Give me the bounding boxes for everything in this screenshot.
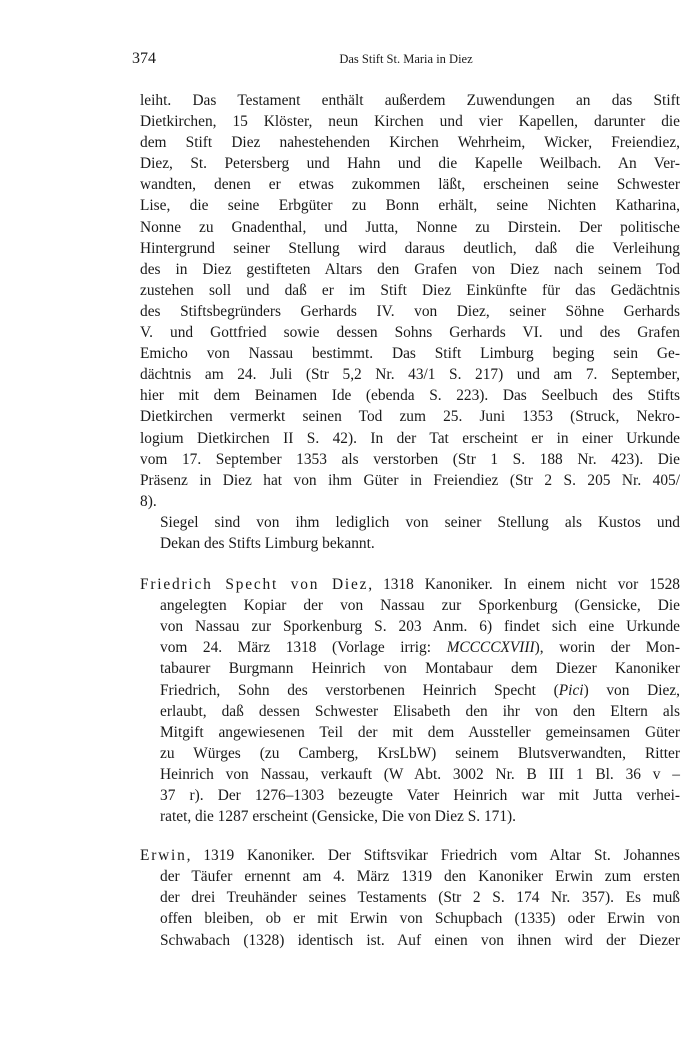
text-line: leiht. Das Testament enthält außerdem Zuwendungen an das Stift	[140, 92, 680, 109]
text-line: V. und Gottfried sowie dessen Sohns Gerhards VI. und des Grafen	[140, 324, 680, 342]
page-number: 374	[132, 50, 156, 67]
text-line: zustehen soll und daß er im Stift Diez Einkünfte für das Gedächtnis	[140, 281, 680, 299]
text-line: Heinrich von Nassau, verkauft (W Abt. 3002 Nr. B III 1 Bl. 36 v –	[160, 765, 680, 783]
text-line: tabaurer Burgmann Heinrich von Montabaur dem Diezer Kanoniker	[160, 660, 680, 678]
text-line: der drei Treuhänder seines Testaments (Str 2 S. 174 Nr. 357). Es muß	[160, 889, 680, 907]
paragraph-seals	[140, 512, 680, 554]
text-line: Schwabach (1328) identisch ist. Auf einen von ihnen wird der Diezer	[160, 931, 680, 949]
text-line: des Stiftsbegründers Gerhards IV. von Diez, seiner Söhne Gerhards	[140, 302, 680, 320]
text-line: der Täufer ernennt am 4. März 1319 den Kanoniker Erwin zum ersten	[160, 868, 680, 886]
text-line: Friedrich, Sohn des verstorbenen Heinrich Specht (Pici) von Diez,	[160, 681, 681, 699]
entry-first-line	[140, 574, 680, 595]
text-line: hier mit dem Beinamen Ide (ebenda S. 223). Das Seelbuch des Stifts	[140, 387, 680, 405]
text-line: logium Dietkirchen II S. 42). In der Tat erscheint er in einer Urkunde	[140, 429, 680, 447]
text-line: erlaubt, daß dessen Schwester Elisabeth den ihr von den Eltern als	[160, 702, 680, 720]
text-line: Dietkirchen vermerkt seinen Tod zum 25. Juni 1353 (Struck, Nekro-	[140, 408, 680, 426]
entry-first-line-text: , 1318 Kanoniker. In einem nicht vor 1528	[368, 576, 680, 594]
text-line: Dietkirchen, 15 Klöster, neun Kirchen und vier Kapellen, darunter die	[140, 113, 680, 131]
text-line: angelegten Kopiar der von Nassau zur Sporkenburg (Gensicke, Die	[160, 597, 680, 615]
page-body	[140, 90, 680, 951]
text-line: Nonne zu Gnadenthal, und Jutta, Nonne zu Dirstein. Der politische	[140, 218, 680, 236]
page-header	[132, 50, 680, 72]
entry-friedrich-specht	[140, 574, 680, 827]
text-line: Diez, St. Petersberg und Hahn und die Kapelle Weilbach. An Ver-	[140, 155, 680, 173]
text-line: 8).	[140, 492, 157, 510]
text-line: vom 17. September 1353 als verstorben (Str 1 S. 188 Nr. 423). Die	[140, 450, 680, 468]
text-line: Hintergrund seiner Stellung wird daraus deutlich, daß die Verleihung	[140, 239, 680, 257]
italic-roman-numeral: MCCCCXVIII	[446, 639, 535, 657]
text-line: dem Stift Diez nahestehenden Kirchen Wehrheim, Wicker, Freiendiez,	[140, 134, 680, 152]
entry-name: Friedrich Specht von Diez	[140, 576, 369, 594]
text-line: wandten, denen er etwas zukommen läßt, erscheinen seine Schwester	[140, 176, 680, 194]
entry-name: Erwin	[140, 847, 187, 865]
text-line: dächtnis am 24. Juli (Str 5,2 Nr. 43/1 S. 217) und am 7. September,	[140, 366, 680, 384]
text-line: Siegel sind von ihm lediglich von seiner Stellung als Kustos und	[160, 513, 680, 531]
italic-latin-name: Pici	[558, 681, 584, 699]
text-line: vom 24. März 1318 (Vorlage irrig: MCCCCXVIII), worin der Mon-	[160, 639, 680, 657]
text-line: ratet, die 1287 erscheint (Gensicke, Die von Diez S. 171).	[160, 808, 517, 826]
text-line: Dekan des Stifts Limburg bekannt.	[160, 534, 375, 552]
text-line: von Nassau zur Sporkenburg S. 203 Anm. 6) findet sich eine Urkunde	[160, 618, 680, 636]
text-line: zu Würges (zu Camberg, KrsLbW) seinem Blutsverwandten, Ritter	[160, 744, 680, 762]
entry-spacer	[140, 827, 680, 845]
entry-first-line-text: , 1319 Kanoniker. Der Stiftsvikar Friedrich vom Altar St. Johannes	[186, 847, 680, 865]
text-line: Lise, die seine Erbgüter zu Bonn erhält, seine Nichten Katharina,	[140, 197, 680, 215]
paragraph-continued	[140, 90, 680, 512]
text-line: Präsenz in Diez hat von ihm Güter in Freiendiez (Str 2 S. 205 Nr. 405/	[140, 471, 680, 489]
entry-spacer	[140, 554, 680, 574]
entry-erwin	[140, 845, 680, 950]
text-line: 37 r). Der 1276–1303 bezeugte Vater Heinrich war mit Jutta verhei-	[160, 787, 680, 804]
text-line: Mitgift angewiesenen Teil der mit dem Aussteller gemeinsamen Güter	[160, 723, 680, 741]
text-line: des in Diez gestifteten Altars den Grafen von Diez nach seinem Tod	[140, 260, 680, 278]
entry-first-line	[140, 845, 680, 866]
text-line: Emicho von Nassau bestimmt. Das Stift Limburg beging sein Ge-	[140, 345, 680, 363]
text-line: offen bleiben, ob er mit Erwin von Schupbach (1335) oder Erwin von	[160, 910, 680, 928]
running-title: Das Stift St. Maria in Diez	[339, 52, 473, 66]
